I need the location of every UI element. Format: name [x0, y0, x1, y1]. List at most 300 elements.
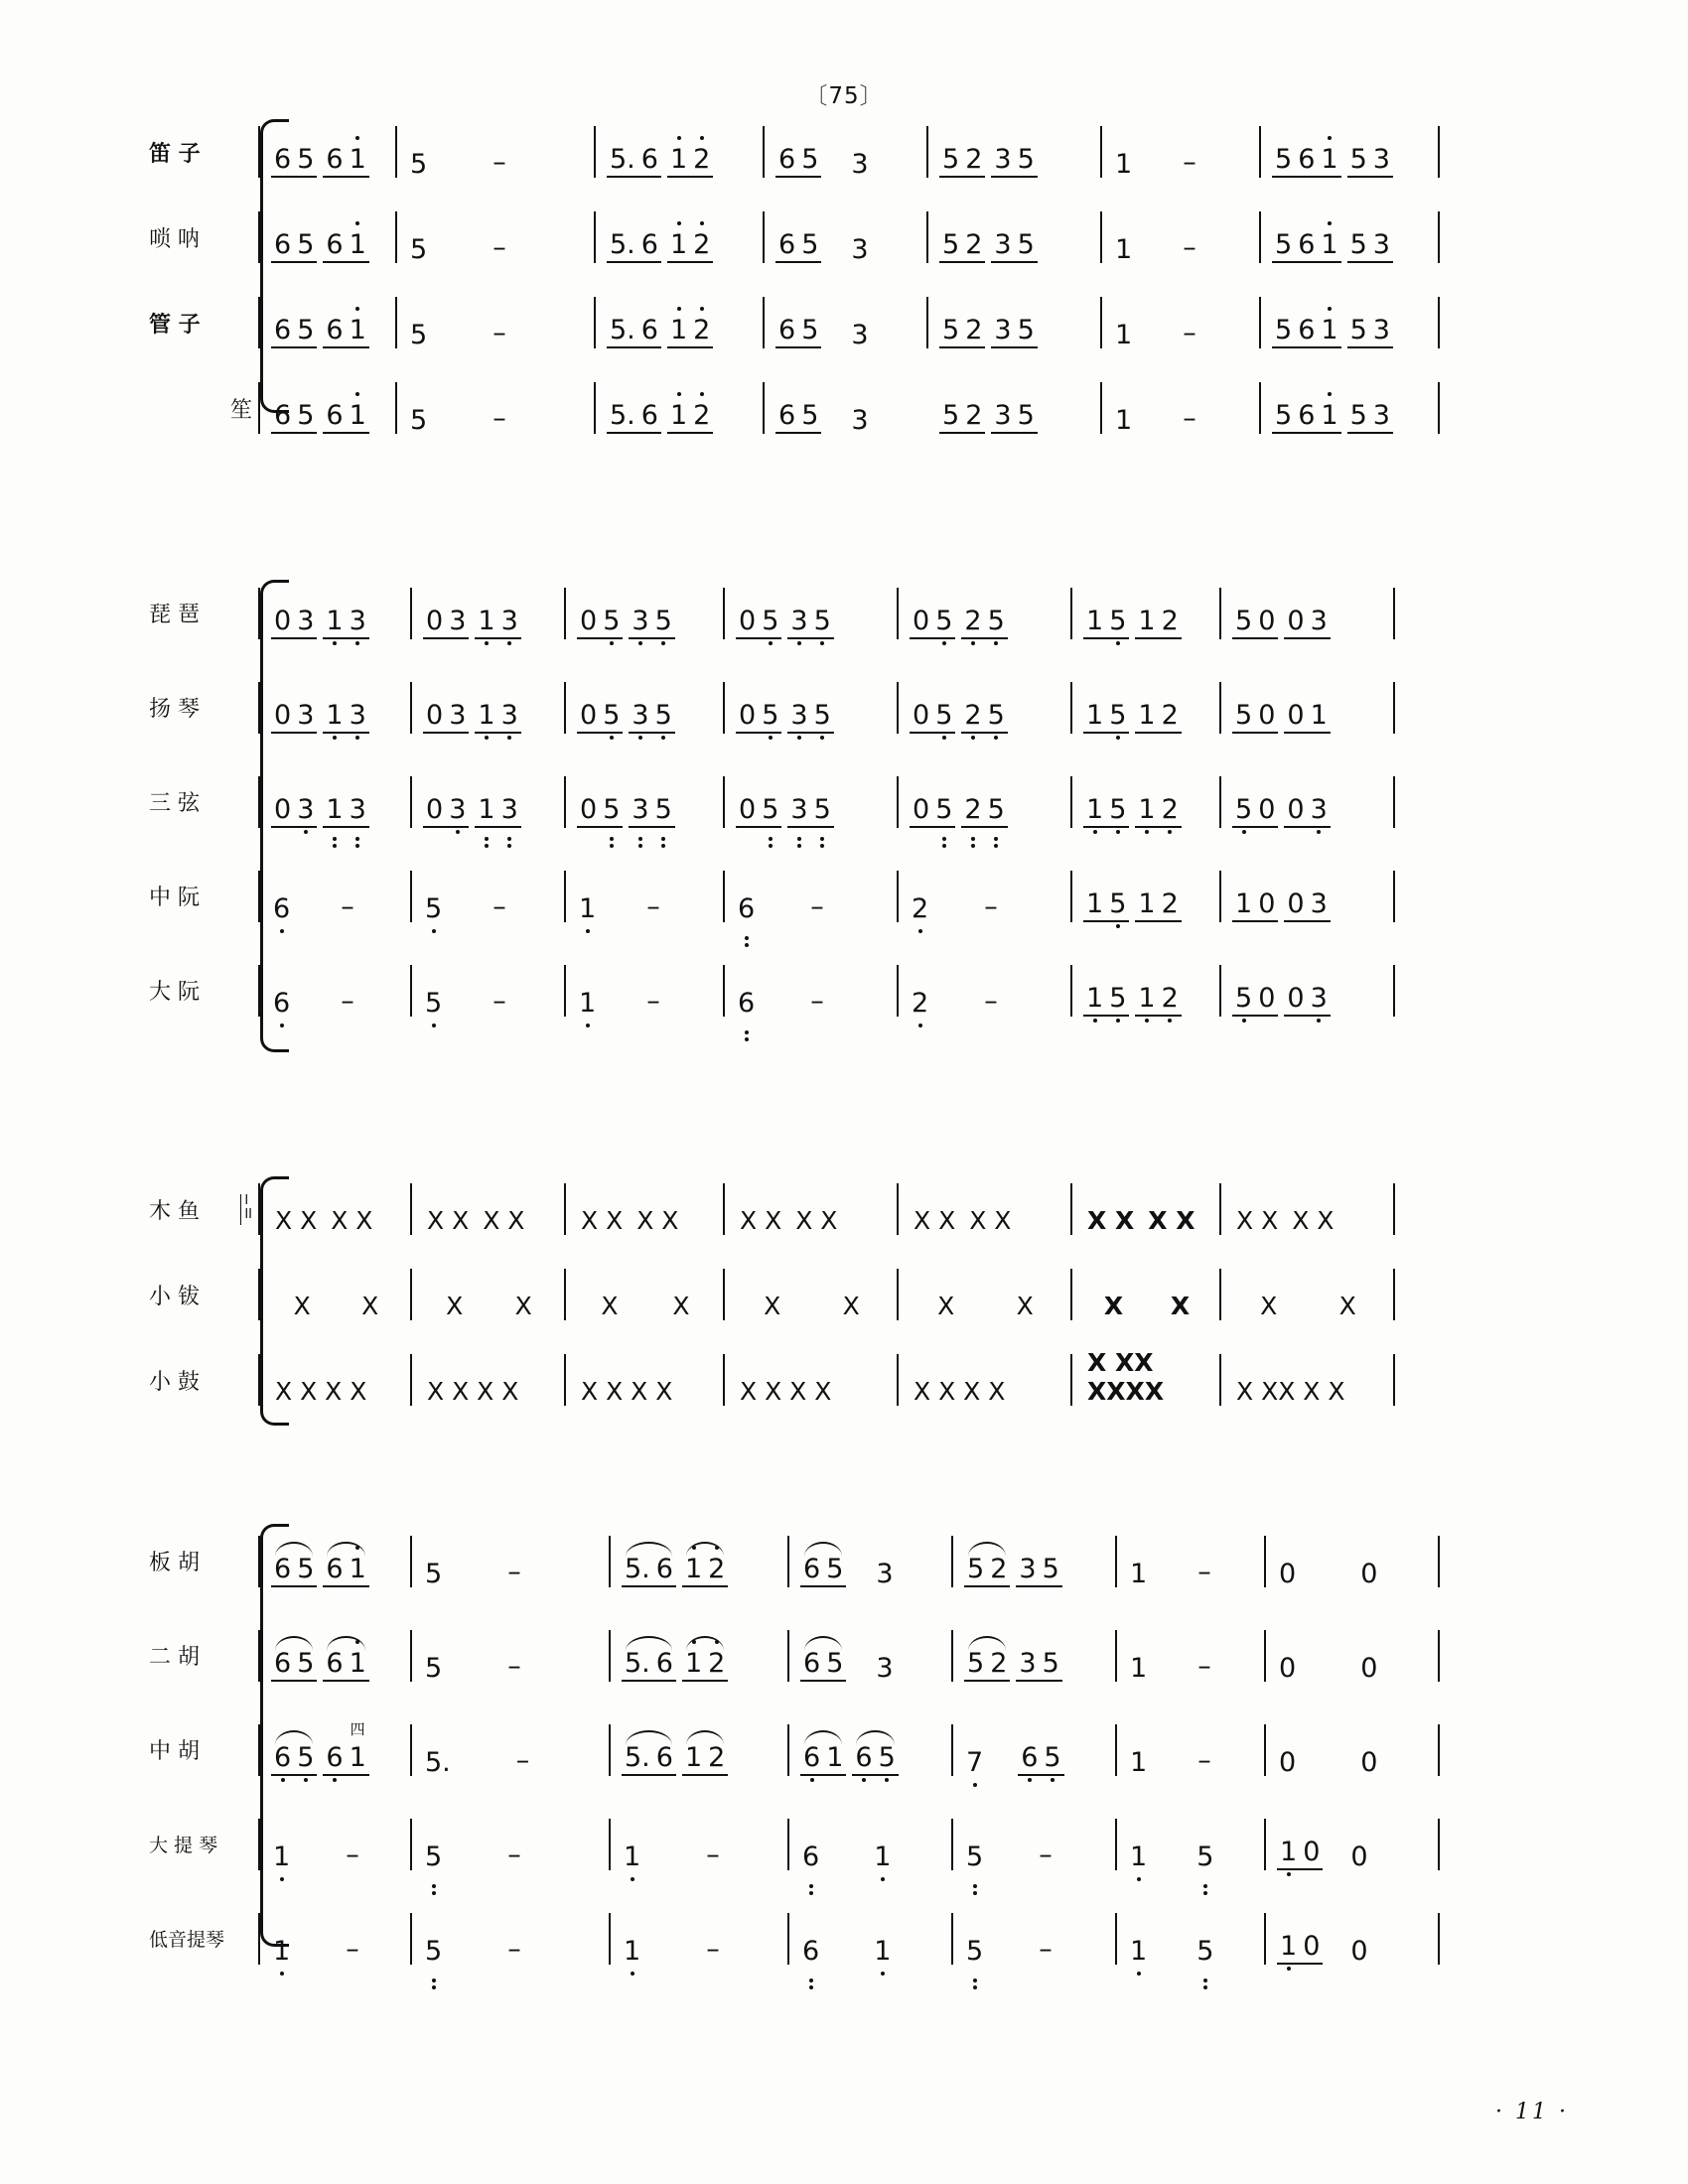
note: 6 [274, 1647, 292, 1679]
note: 5. [610, 315, 635, 345]
note: 1 [1115, 320, 1133, 350]
note: 5 [985, 796, 1008, 823]
measure [1102, 297, 1261, 348]
note: 5. [610, 144, 635, 175]
percussion-strokes: X [514, 1292, 532, 1320]
measure [1221, 1354, 1395, 1406]
note-dash: – [492, 403, 506, 434]
note: 1 [1318, 231, 1340, 258]
note: 6 [326, 400, 344, 431]
note-dash: – [1197, 1556, 1211, 1587]
note: 1 [323, 608, 346, 634]
music-line [258, 660, 1559, 754]
note: 1 [619, 1938, 645, 1965]
measure [258, 1719, 412, 1776]
measure [566, 588, 725, 639]
note: 1 [1135, 796, 1158, 823]
percussion-strokes: X X X X [914, 1377, 1006, 1406]
note: 1 [1086, 887, 1104, 919]
measure [765, 382, 928, 434]
note-dash: – [492, 318, 506, 348]
note: 1 [826, 1741, 844, 1773]
beamed-group [1232, 793, 1278, 828]
beamed-group [1347, 402, 1393, 434]
percussion-strokes: X X [483, 1206, 525, 1235]
note: 0 [1279, 1746, 1297, 1778]
percussion-strokes: X [1170, 1292, 1191, 1320]
note: 2 [1161, 699, 1179, 731]
beamed-group [667, 402, 713, 434]
note: 1 [1125, 1938, 1152, 1965]
note: 5 [600, 702, 623, 729]
note: 6 [852, 1744, 875, 1771]
note: 5 [425, 1558, 443, 1589]
beamed-group [323, 605, 368, 639]
note: 0 [1279, 1558, 1297, 1589]
note: 5 [1017, 315, 1035, 345]
note-dash: – [984, 985, 998, 1017]
note: 1 [667, 402, 690, 429]
note: 5 [410, 405, 428, 436]
note: 2 [690, 231, 713, 258]
note: 5 [932, 608, 955, 634]
note: 0 [274, 605, 292, 636]
note: 1 [1115, 149, 1133, 180]
staff-row [149, 849, 1559, 943]
note: 1 [1130, 1746, 1148, 1778]
measure [611, 1819, 789, 1870]
measure [258, 776, 412, 828]
note: 3 [1372, 315, 1390, 345]
note: 6 [778, 315, 796, 345]
note: 3 [498, 702, 521, 729]
percussion-strokes: X X [740, 1206, 782, 1235]
instrument-label: 中 胡 [149, 1739, 200, 1764]
note: 6 [326, 1647, 344, 1679]
note: 3 [449, 605, 467, 636]
measure [899, 1269, 1072, 1320]
music-line [258, 1337, 1559, 1423]
measure [596, 211, 765, 263]
beamed-group [271, 1741, 317, 1776]
note: 3 [994, 229, 1012, 260]
percussion-strokes: X X [1236, 1206, 1279, 1235]
note: 0 [1258, 605, 1276, 636]
beamed-group [323, 146, 368, 178]
note: 0 [1258, 887, 1276, 919]
note: 5 [985, 608, 1008, 634]
measure [258, 1183, 412, 1235]
note: 3 [1372, 144, 1390, 175]
beamed-group [939, 231, 985, 263]
beamed-group [629, 793, 674, 828]
note: 1 [574, 895, 601, 922]
note: 7 [961, 1749, 988, 1776]
beamed-group [607, 231, 661, 263]
note: 0 [426, 793, 444, 825]
percussion-strokes: X [446, 1292, 464, 1320]
music-line [258, 754, 1559, 849]
note: 6 [323, 1744, 346, 1771]
note-dash: – [1197, 1650, 1211, 1682]
note: 5 [801, 400, 819, 431]
note: 0 [913, 699, 930, 731]
beamed-group [736, 605, 781, 639]
note-dash: – [507, 1556, 521, 1587]
beamed-group [1083, 887, 1129, 922]
system-bowed-strings [149, 1514, 1559, 1985]
music-line [258, 1514, 1559, 1608]
note: 1 [475, 702, 497, 729]
measure [765, 126, 928, 178]
note: 0 [739, 793, 757, 825]
note: 1 [1318, 146, 1340, 173]
note: 3 [851, 149, 869, 180]
note: 0 [739, 699, 757, 731]
beamed-group [423, 793, 469, 828]
measure [397, 211, 596, 263]
staff-row [149, 195, 1559, 280]
staff-row [149, 1608, 1559, 1703]
note: 6 [1298, 144, 1316, 175]
note: 3 [787, 608, 810, 634]
measure [928, 297, 1102, 348]
percussion-strokes: X X X X [427, 1377, 519, 1406]
note: 1 [1135, 985, 1158, 1012]
note: 5 [1106, 608, 1129, 634]
staff-row [149, 1797, 1559, 1891]
note: 1 [1083, 796, 1106, 823]
beamed-group [1135, 605, 1181, 639]
measure [725, 1354, 899, 1406]
note: 5 [297, 144, 315, 175]
measure [1102, 126, 1261, 178]
note-dash: – [515, 1744, 530, 1776]
measure [1266, 1536, 1440, 1587]
note: 6 [655, 1647, 673, 1679]
beamed-group [475, 793, 520, 828]
percussion-strokes: X [842, 1292, 860, 1320]
beamed-group [800, 1741, 846, 1776]
beamed-group [775, 402, 821, 434]
measure [725, 1183, 899, 1235]
note-dash: – [507, 1650, 521, 1682]
beamed-group [1232, 605, 1278, 639]
beamed-group [1347, 317, 1393, 348]
note: 0 [1350, 1841, 1368, 1872]
instrument-label: 小 钹 [149, 1284, 200, 1309]
note: 0 [1350, 1935, 1368, 1967]
note: 3 [994, 400, 1012, 431]
note: 6 [640, 229, 658, 260]
note: 3 [446, 796, 469, 823]
percussion-strokes: X X [1292, 1206, 1335, 1235]
measure [412, 1724, 611, 1776]
beamed-group [1277, 1836, 1323, 1870]
measure [258, 1536, 412, 1587]
measure [1221, 1183, 1395, 1235]
instrument-label: 笛 子 [149, 141, 201, 167]
measure [258, 1354, 412, 1406]
note: 5 [1017, 229, 1035, 260]
music-line [258, 566, 1559, 660]
measure [1072, 776, 1221, 828]
note: 6 [733, 895, 760, 922]
measure [1072, 682, 1221, 734]
measure [953, 1536, 1117, 1587]
measure [412, 1913, 611, 1965]
note: 5 [1349, 229, 1367, 260]
note: 3 [297, 699, 315, 731]
beamed-group [271, 317, 317, 348]
instrument-label: 笙 [229, 397, 252, 423]
beamed-group [271, 146, 317, 178]
note: 1 [475, 796, 497, 823]
measure [1072, 871, 1221, 922]
note: 1 四 [349, 1719, 366, 1773]
note: 2 [1159, 796, 1182, 823]
note: 5 [932, 796, 955, 823]
note: 2 [708, 1741, 726, 1773]
note: 5 [942, 400, 960, 431]
note: 0 [1303, 1836, 1321, 1867]
measure [1072, 1269, 1221, 1320]
percussion-strokes: X [1016, 1292, 1034, 1320]
note: 3 [294, 796, 317, 823]
measure [953, 1913, 1117, 1965]
beamed-group [271, 231, 317, 263]
beamed-group [939, 146, 985, 178]
beamed-group [1232, 699, 1278, 734]
beamed-group [1016, 1647, 1061, 1682]
note: 5. [610, 229, 635, 260]
note: 1 [1138, 605, 1156, 636]
note: 0 [1287, 793, 1305, 825]
percussion-strokes: X XX XXXX [1087, 1348, 1165, 1406]
measure [397, 126, 596, 178]
note: 5 [826, 1553, 844, 1584]
instrument-label: 板 胡 [149, 1551, 200, 1575]
note: 2 [990, 1647, 1008, 1679]
note: 2 [961, 796, 984, 823]
note-dash: – [492, 147, 506, 178]
note: 5 [1106, 985, 1129, 1012]
note: 1 [1130, 1652, 1148, 1684]
measure [611, 1913, 789, 1965]
note-dash: – [492, 890, 506, 922]
measure [899, 1354, 1072, 1406]
note: 6 [1298, 315, 1316, 345]
note: 5 [1042, 1553, 1059, 1584]
music-line [258, 1166, 1559, 1252]
note: 5 [1232, 985, 1255, 1012]
note: 0 [426, 605, 444, 636]
note: 5 [759, 702, 781, 729]
note: 2 [1159, 985, 1182, 1012]
beamed-group [667, 317, 713, 348]
beamed-group [607, 402, 661, 434]
system-winds [149, 109, 1559, 451]
music-line [258, 943, 1559, 1037]
measure [1117, 1536, 1266, 1587]
note: 5 [811, 608, 834, 634]
measure [412, 1536, 611, 1587]
note: 1 [475, 608, 497, 634]
beamed-group [271, 1553, 317, 1587]
measure [725, 1269, 899, 1320]
beamed-group [1284, 793, 1330, 828]
beamed-group [1284, 887, 1330, 922]
beamed-group [961, 793, 1007, 828]
percussion-strokes: X [672, 1292, 690, 1320]
staff-row [149, 660, 1559, 754]
beamed-group [736, 699, 781, 734]
note: 0 [274, 793, 292, 825]
note: 3 [1372, 229, 1390, 260]
note: 5 [759, 608, 781, 634]
note: 3 [787, 796, 810, 823]
beamed-group [736, 793, 781, 828]
beamed-group [1083, 605, 1129, 639]
measure [412, 1819, 611, 1870]
beamed-group [1018, 1741, 1063, 1776]
staff-row [149, 280, 1559, 365]
staff-row [149, 1166, 1559, 1252]
note: 5 [425, 1652, 443, 1684]
measure [258, 1913, 412, 1965]
note: 5 [410, 149, 428, 180]
note: 3 [347, 702, 369, 729]
note: 5 [1275, 315, 1293, 345]
note: 1 [1318, 402, 1340, 429]
note: 0 [1258, 699, 1276, 731]
beamed-group [787, 699, 833, 734]
music-line [258, 1891, 1559, 1985]
percussion-strokes: X X X X [275, 1377, 367, 1406]
note: 6 [778, 229, 796, 260]
note: 5 [600, 796, 623, 823]
beamed-group [271, 605, 317, 639]
note: 5 [652, 702, 675, 729]
note: 6 [326, 315, 344, 345]
beamed-group [577, 699, 623, 734]
note: 1 [347, 1650, 369, 1677]
beamed-group [991, 231, 1037, 263]
note: 1 [268, 1938, 295, 1965]
measure [258, 871, 412, 922]
note-dash: – [984, 890, 998, 922]
note: 5 [410, 320, 428, 350]
percussion-strokes: X XX X X [1236, 1377, 1345, 1406]
note: 2 [907, 895, 933, 922]
note: 1 [1235, 887, 1253, 919]
note: 5 [1235, 699, 1253, 731]
measure [611, 1630, 789, 1682]
measure [1261, 297, 1440, 348]
beamed-group [323, 231, 368, 263]
note: 6 [655, 1553, 673, 1584]
beamed-group [629, 605, 674, 639]
instrument-label: 二 胡 [149, 1645, 200, 1670]
note: 5 [811, 796, 834, 823]
note: 0 [274, 699, 292, 731]
note: 3 [851, 320, 869, 350]
beamed-group [323, 793, 368, 828]
note: 5 [801, 315, 819, 345]
measure [258, 965, 412, 1017]
percussion-strokes: X X [969, 1206, 1012, 1235]
instrument-label: 小 鼓 [149, 1369, 200, 1395]
note: 2 [965, 229, 983, 260]
note: 5 [942, 144, 960, 175]
note: 6 [326, 229, 344, 260]
beamed-group [775, 317, 821, 348]
measure [899, 871, 1072, 922]
note: 0 [913, 605, 930, 636]
note: 2 [990, 1553, 1008, 1584]
beamed-group [271, 1647, 317, 1682]
beamed-group [852, 1741, 898, 1776]
note: 5 [1232, 796, 1255, 823]
note: 1 [619, 1843, 645, 1870]
measure [1261, 126, 1440, 178]
music-line [258, 849, 1559, 943]
percussion-strokes: X X [1087, 1206, 1135, 1235]
beamed-group [991, 146, 1037, 178]
part-number: I [244, 1192, 249, 1208]
measure [1221, 1269, 1395, 1320]
staff-row [149, 365, 1559, 451]
beamed-group [1135, 793, 1181, 828]
measure [1261, 211, 1440, 263]
note: 5. [625, 1553, 650, 1584]
measure [1117, 1913, 1266, 1965]
note: 5 [297, 1647, 315, 1679]
note: 1 [667, 317, 690, 343]
beamed-group [1083, 793, 1129, 828]
note: 0 [1303, 1930, 1321, 1962]
note: 1 [1277, 1933, 1300, 1960]
note: 3 [994, 144, 1012, 175]
note-dash: – [1039, 1839, 1053, 1870]
beamed-group [1135, 887, 1181, 922]
note-dash: – [507, 1933, 521, 1965]
note: 6 [655, 1741, 673, 1773]
note: 5 [801, 229, 819, 260]
measure [397, 297, 596, 348]
measure [725, 776, 899, 828]
note: 2 [690, 402, 713, 429]
music-line [258, 109, 1559, 195]
note: 5 [967, 1647, 985, 1679]
note: 1 [347, 231, 369, 258]
beamed-group [475, 699, 520, 734]
measure [899, 776, 1072, 828]
staff-row [149, 109, 1559, 195]
note: 3 [449, 699, 467, 731]
note-dash: – [346, 1933, 359, 1965]
note: 6 [326, 1553, 344, 1584]
note: 1 [268, 1843, 295, 1870]
beamed-group [1284, 982, 1330, 1017]
note: 1 [323, 796, 346, 823]
note: 3 [347, 608, 369, 634]
note: 5 [1192, 1843, 1218, 1870]
beamed-group [667, 231, 713, 263]
note: 6 [797, 1843, 824, 1870]
beamed-group [939, 317, 985, 348]
beamed-group [323, 1719, 368, 1776]
